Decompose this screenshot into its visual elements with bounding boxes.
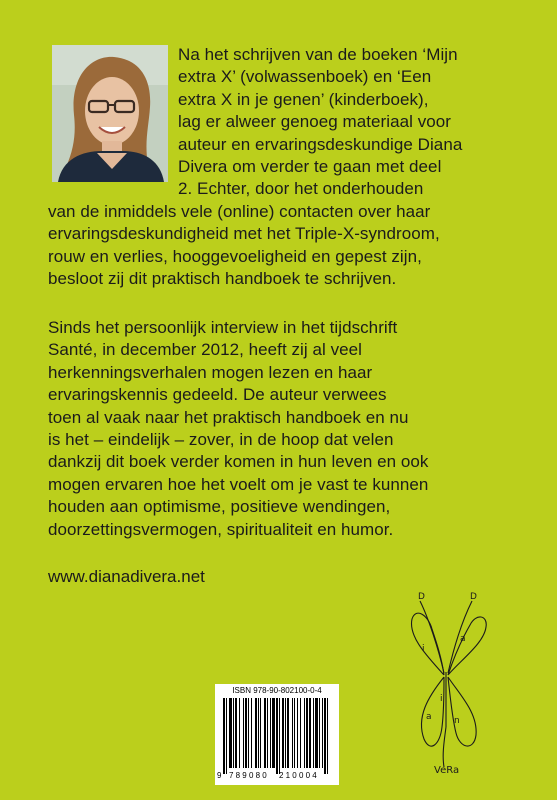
barcode-digit-prefix: 9 bbox=[217, 771, 222, 780]
text-line: rouw en verlies, hooggevoeligheid en gepest zijn, bbox=[48, 246, 422, 266]
text-line: is het – eindelijk – zover, in de hoop dat velen bbox=[48, 430, 394, 450]
barcode-bars bbox=[223, 698, 331, 774]
barcode-bar bbox=[260, 698, 261, 768]
barcode-bar bbox=[304, 698, 305, 768]
svg-text:i: i bbox=[440, 694, 443, 704]
barcode-bar bbox=[294, 698, 295, 768]
barcode-bar bbox=[287, 698, 289, 768]
text-line: Na het schrijven van de boeken ‘Mijn bbox=[178, 45, 458, 64]
barcode-bar bbox=[239, 698, 240, 768]
svg-text:D: D bbox=[418, 592, 425, 602]
barcode-bar bbox=[245, 698, 247, 768]
barcode-bar bbox=[306, 698, 308, 768]
text-line: extra X in je genen’ (kinderboek), bbox=[178, 89, 429, 109]
svg-text:D: D bbox=[470, 592, 477, 602]
barcode-bar bbox=[313, 698, 314, 768]
barcode-bar bbox=[251, 698, 252, 768]
barcode-bar bbox=[255, 698, 257, 768]
svg-text:n: n bbox=[454, 716, 460, 726]
barcode-digit-group-right: 210004 bbox=[279, 771, 319, 780]
text-line: herkenningsverhalen mogen lezen en haar bbox=[48, 362, 373, 382]
website-link[interactable]: www.dianadivera.net bbox=[48, 567, 205, 586]
svg-text:a: a bbox=[426, 712, 432, 722]
isbn-barcode bbox=[215, 684, 339, 785]
barcode-bar bbox=[233, 698, 234, 768]
barcode-bar bbox=[300, 698, 301, 768]
svg-text:i: i bbox=[422, 644, 425, 654]
barcode-bar bbox=[276, 698, 278, 774]
text-line: Divera om verder te gaan met deel bbox=[178, 157, 442, 177]
author-photo bbox=[52, 45, 168, 182]
barcode-bar bbox=[223, 698, 225, 774]
text-line: 2. Echter, door het onderhouden bbox=[178, 179, 424, 199]
text-line: houden aan optimisme, positieve wendingen, bbox=[48, 497, 391, 517]
barcode-bar bbox=[322, 698, 323, 768]
text-line: van de inmiddels vele (online) contacten over haar bbox=[48, 202, 431, 221]
bio-paragraph-continued bbox=[48, 201, 440, 291]
barcode-bar bbox=[235, 698, 237, 768]
signature-drawing bbox=[398, 577, 498, 777]
text-line: auteur en ervaringsdeskundige Diana bbox=[178, 134, 463, 154]
barcode-bar bbox=[297, 698, 298, 768]
svg-text:a: a bbox=[460, 634, 466, 644]
text-line: ervaringskennis gedeeld. De auteur verwees bbox=[48, 385, 387, 405]
barcode-digit-group-left: 789080 bbox=[229, 771, 269, 780]
barcode-bar bbox=[319, 698, 320, 768]
barcode-bar bbox=[324, 698, 326, 774]
barcode-bar bbox=[327, 698, 328, 774]
barcode-bar bbox=[309, 698, 311, 768]
text-line: ervaringsdeskundigheid met het Triple-X-syndroom, bbox=[48, 224, 440, 244]
barcode-bar bbox=[279, 698, 280, 774]
barcode-bar bbox=[264, 698, 266, 768]
text-line: doorzettingsvermogen, spiritualiteit en humor. bbox=[48, 519, 394, 539]
bio-paragraph-beside-photo bbox=[178, 44, 462, 201]
barcode-bar bbox=[272, 698, 275, 768]
barcode-bar bbox=[285, 698, 286, 768]
barcode-bar bbox=[270, 698, 271, 768]
barcode-bar bbox=[282, 698, 284, 768]
barcode-bar bbox=[226, 698, 227, 774]
text-line: Santé, in december 2012, heeft zij al veel bbox=[48, 340, 362, 360]
barcode-bar bbox=[267, 698, 268, 768]
barcode-bar bbox=[258, 698, 259, 768]
text-line: lag er alweer genoeg materiaal voor bbox=[178, 112, 451, 132]
barcode-bar bbox=[292, 698, 293, 768]
barcode-bar bbox=[243, 698, 244, 768]
author-portrait-image bbox=[52, 45, 168, 182]
text-line: extra X’ (volwassenboek) en ‘Een bbox=[178, 67, 432, 87]
text-line: toen al vaak naar het praktisch handboek en nu bbox=[48, 407, 409, 427]
barcode-bar bbox=[229, 698, 232, 768]
text-line: dankzij dit boek verder komen in hun leven en ook bbox=[48, 452, 429, 472]
text-line: mogen ervaren hoe het voelt om je vast te kunnen bbox=[48, 474, 429, 494]
signature-text: VeRa bbox=[434, 765, 460, 776]
barcode-bar bbox=[315, 698, 318, 768]
second-paragraph bbox=[48, 317, 428, 541]
isbn-label: ISBN 978-90-802100-0-4 bbox=[232, 686, 322, 695]
text-line: Sinds het persoonlijk interview in het tijdschrift bbox=[48, 318, 398, 337]
text-line: besloot zij dit praktisch handboek te schrijven. bbox=[48, 269, 397, 289]
barcode-bar bbox=[248, 698, 249, 768]
